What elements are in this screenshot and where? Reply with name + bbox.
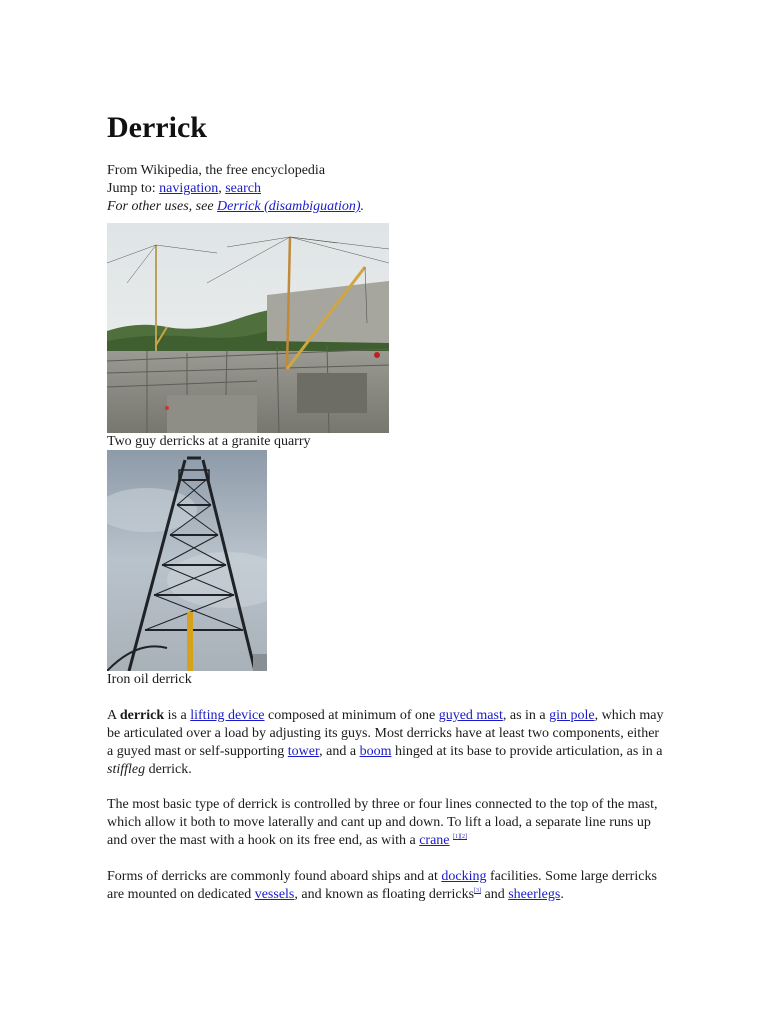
tower-link[interactable]: tower xyxy=(287,744,320,759)
site-subtitle: From Wikipedia, the free encyclopedia xyxy=(107,163,326,178)
text-run: , and a xyxy=(319,744,360,759)
sheerlegs-link[interactable]: sheerlegs xyxy=(508,887,561,902)
search-link[interactable]: search xyxy=(225,181,261,196)
paragraph-definition xyxy=(107,707,667,779)
text-run: composed at minimum of one xyxy=(264,708,439,723)
guyed-mast-link[interactable]: guyed mast xyxy=(438,708,503,723)
page-title: Derrick xyxy=(107,111,207,144)
crane-link[interactable]: crane xyxy=(419,833,450,848)
hatnote-period: . xyxy=(360,199,365,214)
text-run: , as in a xyxy=(502,708,550,723)
text-run: hinged at its base to provide articulation, as in a xyxy=(391,744,663,759)
text-run: Forms of derricks are commonly found aboard ships and at xyxy=(107,869,442,884)
text-run: , which may be articulated over a load by adjusting its guys. Most derricks have at least two components, either a guyed mast or self-supporting xyxy=(107,708,664,759)
disambiguation-link[interactable]: Derrick (disambiguation) xyxy=(217,199,361,214)
citation-link[interactable]: [3] xyxy=(474,888,482,894)
text-run: A xyxy=(107,708,120,723)
figure-caption: Iron oil derrick xyxy=(107,672,192,687)
citation-link[interactable]: [1][2] xyxy=(453,834,468,840)
lifting-device-link[interactable]: lifting device xyxy=(190,708,265,723)
text-run: and xyxy=(481,887,509,902)
navigation-link[interactable]: navigation xyxy=(159,181,219,196)
figure-caption: Two guy derricks at a granite quarry xyxy=(107,434,311,449)
hatnote-text: For other uses, see xyxy=(107,199,218,214)
paragraph-operation xyxy=(107,796,667,850)
text-run: derrick. xyxy=(145,762,192,777)
text-run: , and known as floating derricks xyxy=(294,887,475,902)
jump-to-label: Jump to: xyxy=(107,181,160,196)
text-run: . xyxy=(560,887,564,902)
article-meta xyxy=(107,162,364,216)
vessels-link[interactable]: vessels xyxy=(254,887,295,902)
text-run: The most basic type of derrick is controlled by three or four lines connected to the top of the mast, which allow it both to move laterally and cant up and down. To lift a load, a separate line runs up and over the mast with a hook on its free end, as with a xyxy=(107,797,658,848)
text-run: facilities. Some large derricks are mounted on dedicated xyxy=(107,869,657,902)
gin-pole-link[interactable]: gin pole xyxy=(549,708,595,723)
italic-term: stiffleg xyxy=(107,762,146,777)
paragraph-forms xyxy=(107,868,667,904)
jump-to xyxy=(107,180,364,198)
docking-link[interactable]: docking xyxy=(441,869,487,884)
quarry-derricks-image[interactable] xyxy=(107,223,389,433)
jump-separator: , xyxy=(218,181,226,196)
text-run: is a xyxy=(164,708,191,723)
oil-derrick-image[interactable] xyxy=(107,450,267,671)
boom-link[interactable]: boom xyxy=(359,744,392,759)
bold-term: derrick xyxy=(119,708,165,723)
hatnote xyxy=(107,198,364,216)
